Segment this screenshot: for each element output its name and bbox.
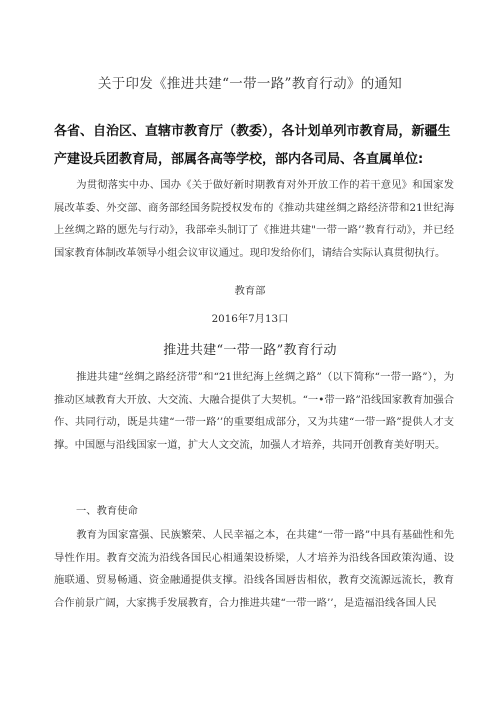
notice-title: 关于印发《推进共建“一带一路”教育行动》的通知 <box>97 76 403 92</box>
issue-date: 2016年7月13口 <box>211 313 289 325</box>
section-1-paragraph <box>54 524 454 614</box>
section-1-text: 教育为国家富强、民族繁荣、人民幸福之本，在共建“一带一路”中具有基础性和先导性作用。教育交流为沿线各国民心相通架设桥梁，人才培养为沿线各国政策沟通、设施联通、贸易畅通、资金融通提供支撑。沿线各国唇齿相依，教育交流源远流长，教育合作前景广阔，大家携手发展教育，合力推进共建“一带一路’’，是造福沿线各国人民 <box>54 529 454 609</box>
recipients-line: 各省、自治区、直辖市教育厅（教委），各计划单列市教育局，新疆生产建设兵团教育局，部属各高等学校，部内各司局、各直属单位: <box>54 124 451 167</box>
section-heading-1-text: 一、教育使命 <box>76 505 138 517</box>
section-heading-1 <box>54 502 138 517</box>
notice-body-paragraph <box>54 174 454 264</box>
action-title: 推进共建“一带一路”教育行动 <box>163 343 337 358</box>
notice-body-text: 为贯彻落实中办、国办《关于做好新时期教育对外开放工作的若干意见》和国家发展改革委、外交部、商务部经国务院授权发布的《推动共建丝绸之路经济带和21世纪海上丝绸之路的愿先与行动》，我部牵头制订了《推进共建"一带一路’’教育行动》，并已经国家教育体制改革领导小组会议审议通过。现印发给你们，请结合实际认真贯彻执行。 <box>54 179 454 259</box>
action-intro-text: 推进共建“丝绸之路经济带”和“21世纪海上丝绸之路”（以下简称“一带一路”），为推动区域教育大开放、大交流、大融合提供了大契机。“一•带一路”沿线国家教育加强合作、共同行动，既是共建“一带一路’’的重要组成部分，又为共建“一带一路”提供人才支撑。中国愿与沿线国家一道，扩大人文交流，加强人才培养，共同开创教育美好明天。 <box>54 371 454 451</box>
issuer: 教育部 <box>234 285 266 297</box>
action-intro-paragraph <box>54 366 454 456</box>
